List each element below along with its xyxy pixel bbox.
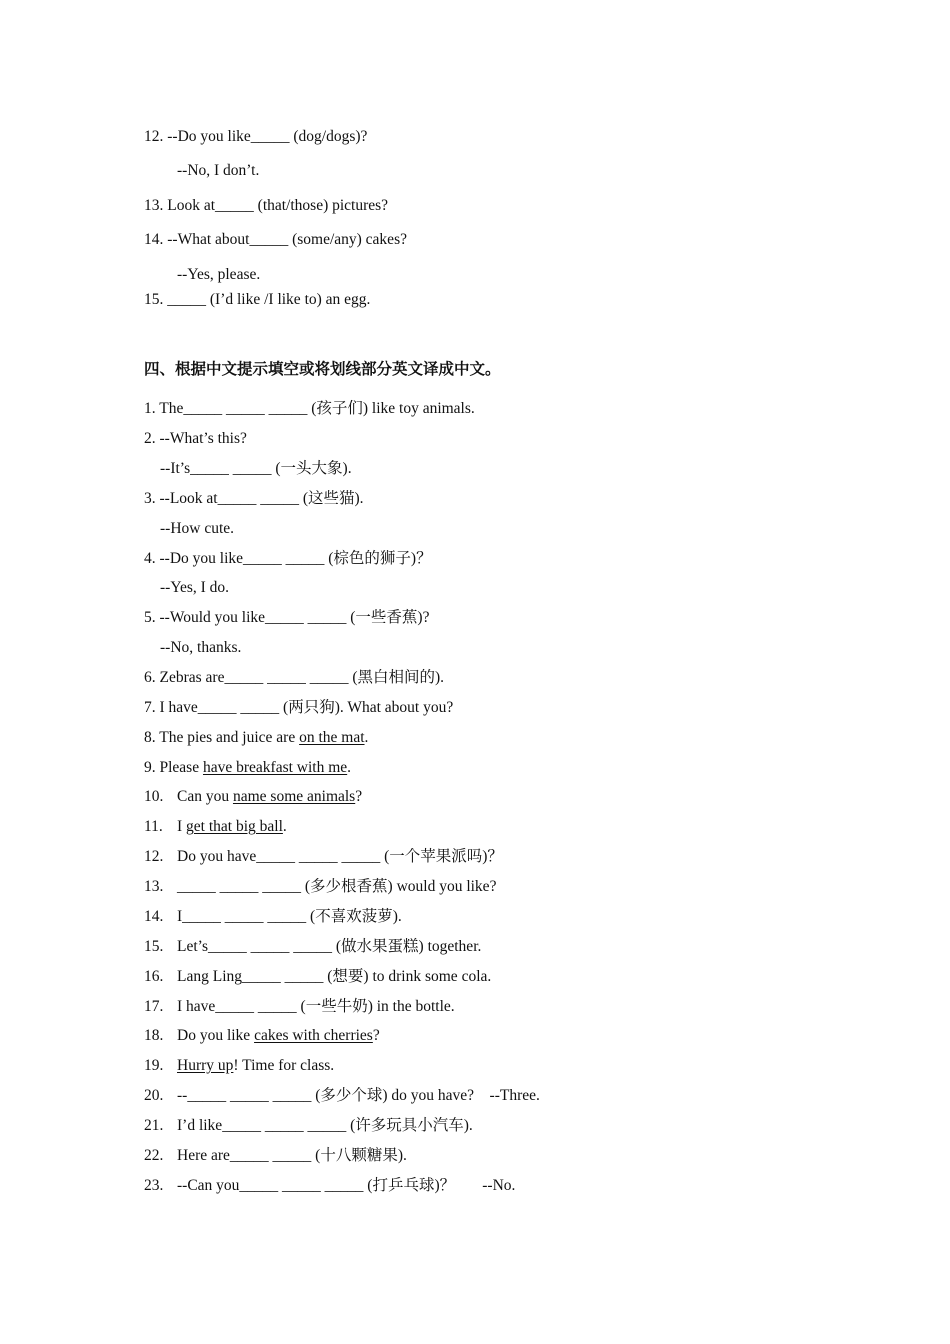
item-7: 7. I have_____ _____ (两只狗). What about you? — [144, 699, 454, 716]
item-10-underlined: name some animals — [232, 788, 356, 805]
item-23-text: --Can you_____ _____ _____ (打乒乓球)？ --No. — [177, 1177, 516, 1194]
item-1: 1. The_____ _____ _____ (孩子们) like toy animals. — [144, 400, 475, 417]
item-16 — [144, 967, 491, 987]
item-9-end: . — [347, 759, 352, 776]
item-22 — [144, 1146, 407, 1166]
item-20-number: 20. — [144, 1087, 164, 1104]
item-14 — [144, 907, 402, 927]
item-21 — [144, 1116, 473, 1136]
item-11 — [144, 817, 287, 837]
item-19 — [144, 1056, 334, 1076]
item-2: 2. --What’s this? — [144, 430, 247, 447]
item-17-number: 17. — [144, 998, 164, 1015]
item-19-end: ! Time for class. — [233, 1057, 335, 1074]
item-11-number: 11. — [144, 818, 163, 835]
part3-q12-reply: --No, I don’t. — [177, 162, 260, 179]
item-14-text: I_____ _____ _____ (不喜欢菠萝). — [177, 908, 402, 925]
item-10 — [144, 787, 362, 807]
item-17 — [144, 997, 455, 1017]
item-14-number: 14. — [144, 908, 164, 925]
item-13-number: 13. — [144, 878, 164, 895]
item-19-number: 19. — [144, 1057, 164, 1074]
item-20 — [144, 1086, 540, 1106]
item-8-end: . — [364, 729, 369, 746]
item-15 — [144, 937, 481, 957]
item-2-reply: --It’s_____ _____ (一头大象). — [160, 460, 352, 477]
item-15-text: Let’s_____ _____ _____ (做水果蛋糕) together. — [177, 938, 482, 955]
item-11-text: I — [177, 818, 187, 835]
item-22-number: 22. — [144, 1147, 164, 1164]
item-23-number: 23. — [144, 1177, 164, 1194]
item-8-underlined: on the mat — [299, 729, 365, 746]
item-18-text: Do you like — [177, 1027, 255, 1044]
part3-q15: 15. _____ (I’d like /I like to) an egg. — [144, 291, 371, 308]
item-8-text: 8. The pies and juice are — [144, 729, 300, 746]
item-9 — [144, 758, 351, 778]
part3-q12: 12. --Do you like_____ (dog/dogs)? — [144, 128, 368, 145]
item-12 — [144, 847, 503, 867]
item-16-text: Lang Ling_____ _____ (想要) to drink some cola. — [177, 968, 492, 985]
item-3-reply: --How cute. — [160, 520, 235, 537]
item-22-text: Here are_____ _____ (十八颗糖果). — [177, 1147, 407, 1164]
item-11-underlined: get that big ball — [186, 818, 283, 835]
part3-q14-reply: --Yes, please. — [177, 266, 261, 283]
item-10-number: 10. — [144, 788, 164, 805]
item-21-number: 21. — [144, 1117, 164, 1134]
item-13-text: _____ _____ _____ (多少根香蕉) would you like? — [177, 878, 497, 895]
item-9-text: 9. Please — [144, 759, 203, 776]
item-6: 6. Zebras are_____ _____ _____ (黑白相间的). — [144, 669, 445, 686]
item-18-end: ? — [372, 1027, 380, 1044]
part3-q14: 14. --What about_____ (some/any) cakes? — [144, 231, 407, 248]
item-15-number: 15. — [144, 938, 164, 955]
part3-q13: 13. Look at_____ (that/those) pictures? — [144, 197, 389, 214]
section-heading: 四、根据中文提示填空或将划线部分英文译成中文。 — [144, 360, 501, 378]
item-12-text: Do you have_____ _____ _____ (一个苹果派吗)？ — [177, 848, 503, 865]
item-12-number: 12. — [144, 848, 164, 865]
item-9-underlined: have breakfast with me — [202, 759, 348, 776]
item-8 — [144, 728, 368, 748]
item-3: 3. --Look at_____ _____ (这些猫). — [144, 490, 364, 507]
item-18 — [144, 1026, 380, 1046]
item-18-underlined: cakes with cherries — [254, 1027, 373, 1044]
item-20-text: --_____ _____ _____ (多少个球) do you have? --Three. — [177, 1087, 540, 1104]
item-23 — [144, 1176, 515, 1196]
item-17-text: I have_____ _____ (一些牛奶) in the bottle. — [177, 998, 455, 1015]
item-5-reply: --No, thanks. — [160, 639, 242, 656]
item-18-number: 18. — [144, 1027, 164, 1044]
item-10-text: Can you — [177, 788, 233, 805]
item-13 — [144, 877, 496, 897]
item-19-underlined: Hurry up — [177, 1057, 234, 1074]
item-4: 4. --Do you like_____ _____ (棕色的狮子)？ — [144, 550, 432, 567]
item-10-end: ? — [355, 788, 363, 805]
item-21-text: I’d like_____ _____ _____ (许多玩具小汽车). — [177, 1117, 473, 1134]
item-11-end: . — [282, 818, 287, 835]
item-4-reply: --Yes, I do. — [160, 579, 230, 596]
item-5: 5. --Would you like_____ _____ (一些香蕉)? — [144, 609, 430, 626]
item-16-number: 16. — [144, 968, 164, 985]
